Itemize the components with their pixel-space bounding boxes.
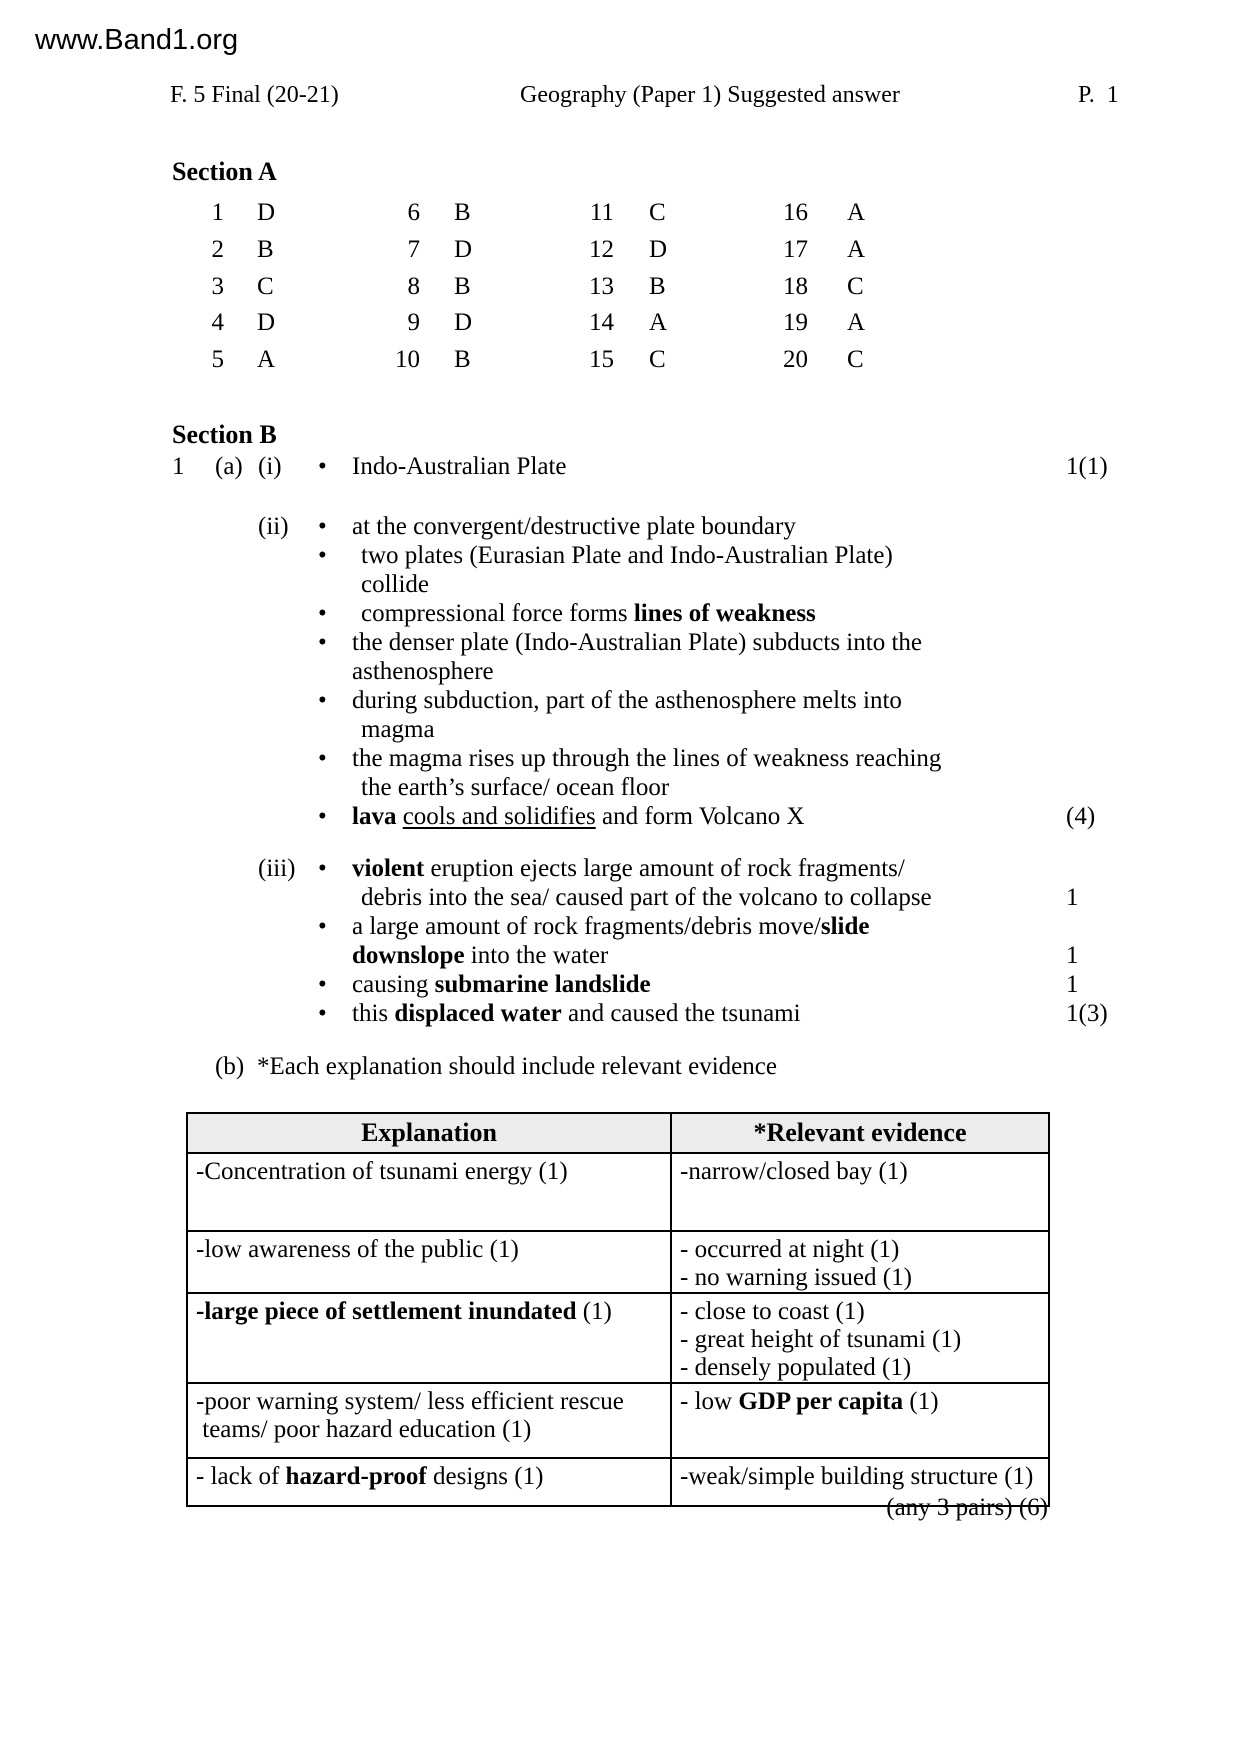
answer-line bbox=[0, 657, 1240, 686]
subpart-label: (a) bbox=[215, 453, 243, 480]
answer-text bbox=[361, 883, 932, 912]
table-row bbox=[187, 1293, 1049, 1383]
part-b-note bbox=[0, 1052, 1240, 1081]
text-segment: (1) bbox=[576, 1298, 612, 1325]
text-segment: hazard-proof bbox=[285, 1463, 427, 1490]
answer-letter: B bbox=[257, 235, 274, 263]
text-segment: a large amount of rock fragments/debris move/ bbox=[352, 913, 821, 940]
answer-number: 7 bbox=[407, 235, 420, 263]
part-label: (ii) bbox=[258, 513, 289, 540]
answer-text bbox=[352, 999, 801, 1028]
bullet-marker: • bbox=[318, 453, 327, 480]
answer-text bbox=[352, 686, 902, 715]
table-row bbox=[187, 1231, 1049, 1293]
answer-line bbox=[0, 744, 1240, 773]
text-segment: into the water bbox=[464, 942, 609, 969]
text-segment: lines of weakness bbox=[633, 600, 816, 627]
answer-text bbox=[361, 715, 435, 744]
text-segment: submarine landslide bbox=[434, 971, 651, 998]
text-segment: -poor warning system/ less efficient rescue bbox=[196, 1388, 624, 1415]
answer-letter: C bbox=[847, 346, 864, 373]
bullet-marker: • bbox=[318, 855, 327, 882]
answer-line bbox=[0, 686, 1240, 715]
answer-line bbox=[0, 912, 1240, 941]
part-b-note-text: *Each explanation should include relevant evidence bbox=[257, 1053, 777, 1080]
text-segment: -Concentration of tsunami energy (1) bbox=[196, 1158, 568, 1185]
answer-letter: C bbox=[649, 199, 666, 226]
answer-line bbox=[0, 970, 1240, 999]
cell-line bbox=[680, 1463, 1040, 1491]
page-number: P. 1 bbox=[1078, 82, 1119, 108]
cell-line bbox=[680, 1236, 1040, 1264]
answer-text bbox=[352, 657, 494, 686]
answer-text bbox=[361, 570, 429, 599]
text-segment: asthenosphere bbox=[352, 658, 494, 685]
text-segment: - lack of bbox=[196, 1463, 286, 1490]
bullet-marker: • bbox=[318, 542, 327, 569]
text-segment: - close to coast (1) bbox=[680, 1298, 865, 1325]
answer-number: 11 bbox=[589, 199, 614, 226]
bullet-marker: • bbox=[318, 803, 327, 830]
cell-line bbox=[196, 1416, 662, 1444]
cell-line bbox=[680, 1298, 1040, 1326]
answer-number: 16 bbox=[783, 199, 808, 226]
answer-line bbox=[0, 999, 1240, 1028]
text-segment: - occurred at night (1) bbox=[680, 1236, 900, 1263]
bullet-marker: • bbox=[318, 913, 327, 940]
answer-number: 6 bbox=[407, 199, 420, 226]
answer-text bbox=[352, 941, 608, 970]
doc-header-left: F. 5 Final (20-21) bbox=[170, 82, 339, 108]
text-segment: during subduction, part of the asthenosphere melts into bbox=[352, 687, 902, 714]
text-segment: magma bbox=[361, 716, 435, 743]
answer-number: 15 bbox=[589, 346, 614, 373]
answer-text bbox=[352, 628, 922, 657]
answer-text bbox=[352, 512, 796, 541]
answer-letter: B bbox=[454, 346, 471, 373]
answer-line bbox=[0, 802, 1240, 831]
answer-letter: A bbox=[847, 309, 866, 337]
cell-line bbox=[196, 1298, 662, 1326]
answer-letter: D bbox=[649, 235, 668, 263]
table-header-explanation: Explanation bbox=[187, 1113, 671, 1153]
answer-number: 1 bbox=[211, 199, 224, 226]
answer-letter: B bbox=[649, 272, 666, 300]
answer-number: 9 bbox=[407, 309, 420, 337]
text-segment: slide bbox=[820, 913, 870, 940]
text-segment: and form Volcano X bbox=[595, 803, 805, 830]
text-segment: GDP per capita bbox=[738, 1388, 904, 1415]
text-segment: collide bbox=[361, 571, 430, 598]
answer-line bbox=[0, 628, 1240, 657]
text-segment: downslope bbox=[352, 942, 465, 969]
cell-line bbox=[196, 1236, 662, 1264]
cell-line bbox=[196, 1463, 662, 1491]
text-segment: -low awareness of the public (1) bbox=[196, 1236, 519, 1263]
section-a-title: Section A bbox=[172, 157, 277, 186]
bullet-marker: • bbox=[318, 1000, 327, 1027]
answer-number: 20 bbox=[783, 346, 808, 373]
table-header-row bbox=[187, 1113, 1049, 1153]
text-segment: - densely populated (1) bbox=[680, 1354, 912, 1381]
answer-text bbox=[352, 912, 869, 941]
text-segment: - great height of tsunami (1) bbox=[680, 1326, 962, 1353]
answer-letter: B bbox=[454, 272, 471, 300]
answer-letter: A bbox=[847, 235, 866, 263]
mark-value: 1(1) bbox=[1066, 453, 1108, 480]
explanation-cell bbox=[187, 1383, 671, 1458]
text-segment: compressional force forms bbox=[361, 600, 634, 627]
evidence-table bbox=[186, 1112, 1050, 1507]
bullet-marker: • bbox=[318, 971, 327, 998]
mark-value: 1(3) bbox=[1066, 1000, 1108, 1027]
cell-line bbox=[680, 1264, 1040, 1292]
question-number: 1 bbox=[172, 453, 185, 480]
answer-text bbox=[352, 802, 805, 831]
answer-number: 10 bbox=[395, 346, 420, 373]
text-segment: -narrow/closed bay (1) bbox=[680, 1158, 908, 1185]
table-header-evidence: *Relevant evidence bbox=[671, 1113, 1049, 1153]
text-segment: -weak/simple building structure (1) bbox=[680, 1463, 1034, 1490]
table-row bbox=[187, 1383, 1049, 1458]
text-segment: causing bbox=[352, 971, 435, 998]
answer-letter: C bbox=[847, 272, 864, 300]
part-label: (i) bbox=[258, 453, 282, 480]
answer-line bbox=[0, 715, 1240, 744]
answer-letter: D bbox=[454, 235, 473, 263]
answer-text bbox=[361, 599, 816, 628]
text-segment: debris into the sea/ caused part of the volcano to collapse bbox=[361, 884, 932, 911]
mark-value: 1 bbox=[1066, 971, 1079, 998]
site-watermark: www.Band1.org bbox=[35, 24, 239, 56]
answer-text bbox=[352, 452, 567, 481]
table-row bbox=[187, 1153, 1049, 1231]
answer-line bbox=[0, 883, 1240, 912]
section-b-title: Section B bbox=[172, 420, 277, 449]
answer-text bbox=[352, 744, 941, 773]
text-segment: the magma rises up through the lines of weakness reaching bbox=[352, 745, 942, 772]
evidence-cell bbox=[671, 1231, 1049, 1293]
explanation-cell bbox=[187, 1153, 671, 1231]
answer-letter: A bbox=[649, 309, 668, 337]
text-segment: and caused the tsunami bbox=[561, 1000, 801, 1027]
answer-number: 19 bbox=[783, 309, 808, 337]
text-segment: - no warning issued (1) bbox=[680, 1264, 912, 1291]
text-segment: eruption ejects large amount of rock fragments/ bbox=[424, 855, 905, 882]
cell-line bbox=[680, 1326, 1040, 1354]
answer-text bbox=[352, 970, 651, 999]
text-segment: - low bbox=[680, 1388, 739, 1415]
answer-text bbox=[361, 541, 893, 570]
answer-letter: C bbox=[257, 272, 274, 300]
answer-letter: C bbox=[649, 346, 666, 373]
text-segment: this bbox=[352, 1000, 395, 1027]
evidence-cell bbox=[671, 1383, 1049, 1458]
text-segment: Indo-Australian Plate bbox=[352, 453, 567, 480]
bullet-marker: • bbox=[318, 513, 327, 540]
answer-line bbox=[0, 541, 1240, 570]
text-segment: teams/ poor hazard education (1) bbox=[196, 1416, 532, 1443]
part-label: (iii) bbox=[258, 855, 296, 882]
evidence-cell bbox=[671, 1153, 1049, 1231]
explanation-cell bbox=[187, 1293, 671, 1383]
text-segment: violent bbox=[352, 855, 425, 882]
cell-line bbox=[680, 1354, 1040, 1382]
answer-text bbox=[352, 854, 905, 883]
bullet-marker: • bbox=[318, 687, 327, 714]
text-segment: designs (1) bbox=[426, 1463, 544, 1490]
text-segment: at the convergent/destructive plate boundary bbox=[352, 513, 796, 540]
text-segment: displaced water bbox=[394, 1000, 562, 1027]
mark-value: 1 bbox=[1066, 942, 1079, 969]
bullet-marker: • bbox=[318, 629, 327, 656]
evidence-cell bbox=[671, 1293, 1049, 1383]
answer-number: 18 bbox=[783, 272, 808, 300]
answer-letter: D bbox=[454, 309, 473, 337]
cell-line bbox=[680, 1158, 1040, 1186]
answer-line bbox=[0, 773, 1240, 802]
text-segment: (1) bbox=[903, 1388, 939, 1415]
answer-line bbox=[0, 599, 1240, 628]
cell-line bbox=[196, 1388, 662, 1416]
answer-letter: B bbox=[454, 199, 471, 226]
answer-letter: A bbox=[257, 346, 276, 373]
answer-number: 14 bbox=[589, 309, 614, 337]
text-segment: lava bbox=[352, 803, 397, 830]
answer-letter: A bbox=[847, 199, 866, 226]
answer-number: 2 bbox=[211, 235, 224, 263]
mark-value: (4) bbox=[1066, 803, 1096, 830]
text-segment: two plates (Eurasian Plate and Indo-Australian Plate) bbox=[361, 542, 893, 569]
answer-number: 4 bbox=[211, 309, 224, 337]
mark-value: 1 bbox=[1066, 884, 1079, 911]
answer-line bbox=[0, 854, 1240, 883]
answer-line bbox=[0, 512, 1240, 541]
answer-number: 13 bbox=[589, 272, 614, 300]
text-segment: the denser plate (Indo-Australian Plate) subducts into the bbox=[352, 629, 922, 656]
bullet-marker: • bbox=[318, 600, 327, 627]
answer-number: 5 bbox=[211, 346, 224, 373]
text-segment: cools and solidifies bbox=[402, 803, 596, 830]
cell-line bbox=[680, 1388, 1040, 1416]
answer-number: 17 bbox=[783, 235, 808, 263]
answer-line bbox=[0, 570, 1240, 599]
cell-line bbox=[196, 1158, 662, 1186]
answer-line bbox=[0, 941, 1240, 970]
answer-number: 3 bbox=[211, 272, 224, 300]
table-footnote: (any 3 pairs) (6) bbox=[886, 1494, 1048, 1521]
answer-letter: D bbox=[257, 309, 276, 337]
bullet-marker: • bbox=[318, 745, 327, 772]
answer-text bbox=[361, 773, 669, 802]
answer-letter: D bbox=[257, 199, 276, 226]
text-segment: the earth’s surface/ ocean floor bbox=[361, 774, 670, 801]
answer-line bbox=[0, 452, 1240, 481]
doc-header-title: Geography (Paper 1) Suggested answer bbox=[520, 82, 900, 108]
answer-number: 8 bbox=[407, 272, 420, 300]
text-segment: -large piece of settlement inundated bbox=[196, 1298, 577, 1325]
answer-number: 12 bbox=[589, 235, 614, 263]
explanation-cell bbox=[187, 1231, 671, 1293]
part-b-label: (b) bbox=[215, 1053, 245, 1080]
